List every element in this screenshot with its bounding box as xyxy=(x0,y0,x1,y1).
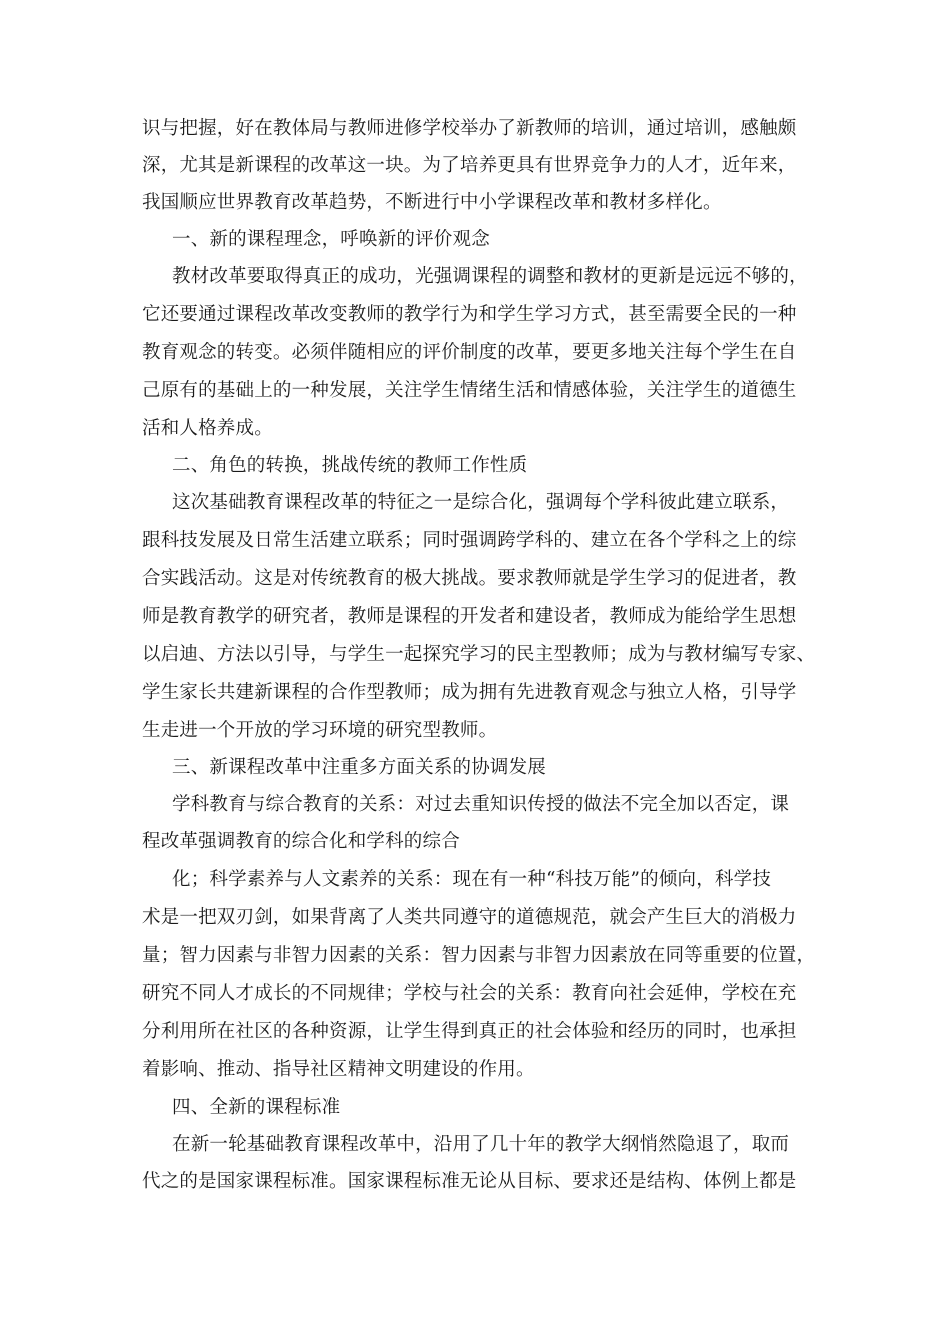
text-line: 深，尤其是新课程的改革这一块。为了培养更具有世界竞争力的人才，近年来， xyxy=(142,155,797,176)
text-line: 量；智力因素与非智力因素的关系：智力因素与非智力因素放在同等重要的位置， xyxy=(142,945,816,966)
text-line: 分利用所在社区的各种资源，让学生得到真正的社会体验和经历的同时，也承担 xyxy=(142,1021,797,1042)
text-line: 我国顺应世界教育改革趋势，不断进行中小学课程改革和教材多样化。 xyxy=(142,192,722,213)
section-heading: 一、新的课程理念，呼唤新的评价观念 xyxy=(172,229,490,250)
text-line: 教育观念的转变。必须伴随相应的评价制度的改革，要更多地关注每个学生在自 xyxy=(142,342,797,363)
text-line: 活和人格养成。 xyxy=(142,418,273,439)
text-line: 代之的是国家课程标准。国家课程标准无论从目标、要求还是结构、体例上都是 xyxy=(142,1171,797,1192)
text-line: 着影响、推动、指导社区精神文明建设的作用。 xyxy=(142,1059,535,1080)
text-line: 识与把握，好在教体局与教师进修学校举办了新教师的培训，通过培训，感触颇 xyxy=(142,118,797,139)
text-line: 学科教育与综合教育的关系：对过去重知识传授的做法不完全加以否定，课 xyxy=(172,794,790,815)
text-line: 合实践活动。这是对传统教育的极大挑战。要求教师就是学生学习的促进者，教 xyxy=(142,568,797,589)
text-line: 学生家长共建新课程的合作型教师；成为拥有先进教育观念与独立人格，引导学 xyxy=(142,682,797,703)
text-line: 它还要通过课程改革改变教师的教学行为和学生学习方式，甚至需要全民的一种 xyxy=(142,304,797,325)
text-line: 以启迪、方法以引导，与学生一起探究学习的民主型教师；成为与教材编写专家、 xyxy=(142,644,816,665)
text-line: 研究不同人才成长的不同规律；学校与社会的关系：教育向社会延伸，学校在充 xyxy=(142,983,797,1004)
text-line: 程改革强调教育的综合化和学科的综合 xyxy=(142,831,460,852)
text-line: 在新一轮基础教育课程改革中，沿用了几十年的教学大纲悄然隐退了，取而 xyxy=(172,1134,790,1155)
text-line: 教材改革要取得真正的成功，光强调课程的调整和教材的更新是远远不够的， xyxy=(172,266,808,287)
text-line: 师是教育教学的研究者，教师是课程的开发者和建设者，教师成为能给学生思想 xyxy=(142,606,797,627)
text-line: 生走进一个开放的学习环境的研究型教师。 xyxy=(142,720,498,741)
text-line: 术是一把双刃剑，如果背离了人类共同遵守的道德规范，就会产生巨大的消极力 xyxy=(142,907,797,928)
section-heading: 三、新课程改革中注重多方面关系的协调发展 xyxy=(172,757,547,778)
text-line: 己原有的基础上的一种发展，关注学生情绪生活和情感体验，关注学生的道德生 xyxy=(142,380,797,401)
text-line: 这次基础教育课程改革的特征之一是综合化，强调每个学科彼此建立联系， xyxy=(172,492,790,513)
section-heading: 二、角色的转换，挑战传统的教师工作性质 xyxy=(172,455,528,476)
text-line: 化；科学素养与人文素养的关系：现在有一种“科技万能”的倾向，科学技 xyxy=(172,869,772,890)
section-heading: 四、全新的课程标准 xyxy=(172,1097,341,1118)
text-line: 跟科技发展及日常生活建立联系；同时强调跨学科的、建立在各个学科之上的综 xyxy=(142,530,797,551)
